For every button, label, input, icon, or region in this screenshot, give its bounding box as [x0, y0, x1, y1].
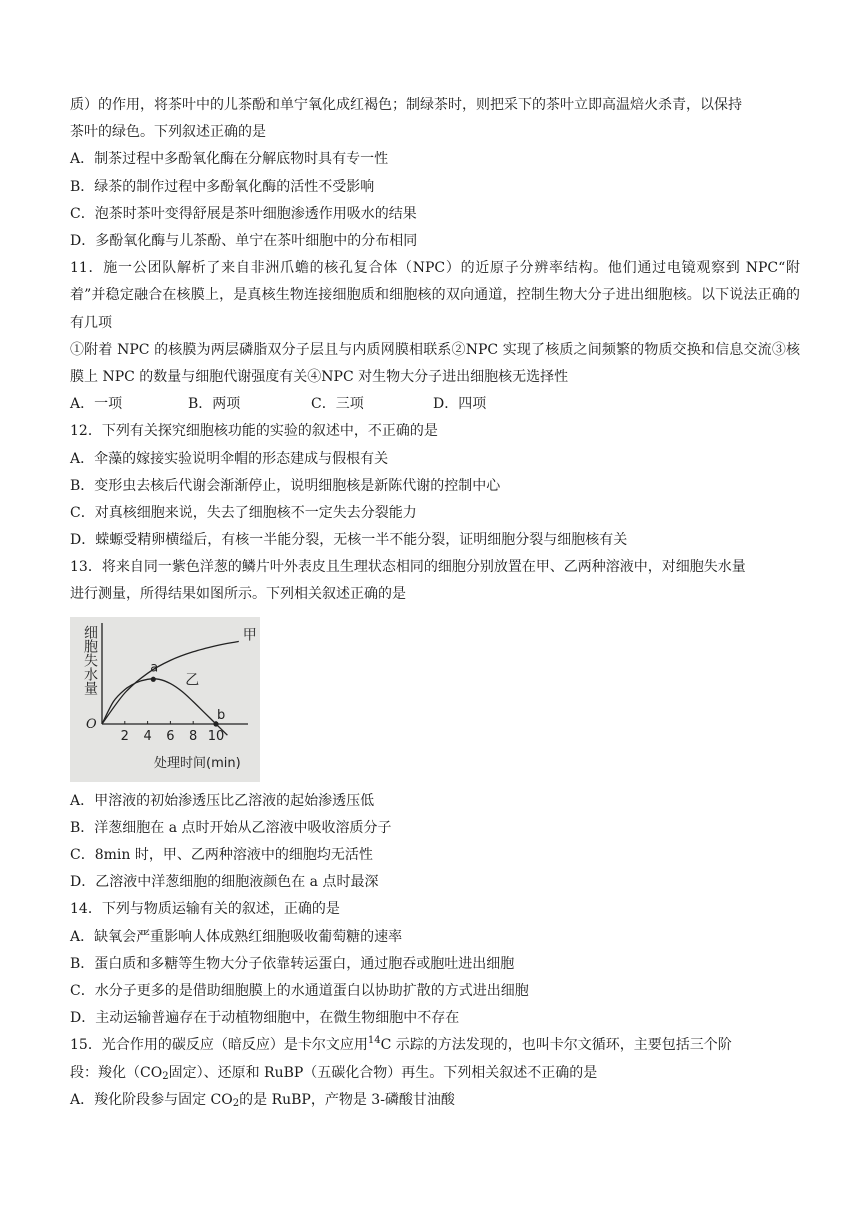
q13-stem-line1: 13．将来自同一紫色洋葱的鳞片叶外表皮且生理状态相同的细胞分别放置在甲、乙两种溶液中，对细胞失水量	[70, 559, 746, 576]
q13-option-b: B．洋葱细胞在 a 点时开始从乙溶液中吸收溶质分子	[70, 819, 392, 836]
q14-stem: 14．下列与物质运输有关的叙述，正确的是	[70, 901, 340, 918]
chart-series	[102, 627, 257, 735]
series-line-yi	[102, 678, 227, 734]
chart-axes	[102, 623, 248, 724]
point-label-b: b	[217, 707, 226, 723]
q11-option-b: B．两项	[188, 396, 241, 413]
q12-stem: 12．下列有关探究细胞核功能的实验的叙述中，不正确的是	[70, 423, 438, 440]
q15-option-a-subscript: 2	[232, 1097, 240, 1109]
q15-isotope-mass: 14	[367, 1035, 381, 1047]
q12-option-d: D．蝾螈受精卵横缢后，有核一半能分裂，无核一半不能分裂，证明细胞分裂与细胞核有关	[70, 532, 628, 549]
q15-stem-line1	[70, 1032, 800, 1059]
x-axis-label: 处理时间(min)	[154, 755, 241, 771]
x-tick-label: 8	[189, 728, 198, 744]
q15-option-a-part2: 的是 RuBP，产物是 3-磷酸甘油酸	[239, 1091, 455, 1108]
q10-stem-line2: 茶叶的绿色。下列叙述正确的是	[70, 124, 266, 141]
q14-option-c: C．水分子更多的是借助细胞膜上的水通道蛋白以协助扩散的方式进出细胞	[70, 982, 529, 999]
q11-statements: ①附着 NPC 的核膜为两层磷脂双分子层且与内质网膜相联系②NPC 实现了核质之间频繁的物质交换和信息交流③核膜上 NPC 的数量与细胞代谢强度有关④NPC 对生物大分子进出细胞核无选择性	[70, 341, 800, 385]
q11-options	[70, 391, 800, 418]
chart-svg	[70, 617, 260, 782]
q10-option-d: D．多酚氧化酶与儿茶酚、单宁在茶叶细胞中的分布相同	[70, 232, 418, 249]
q12-option-b: B．变形虫去核后代谢会渐渐停止，说明细胞核是新陈代谢的控制中心	[70, 477, 501, 494]
q10-option-a: A．制茶过程中多酚氧化酶在分解底物时具有专一性	[70, 151, 389, 168]
q13-option-a: A．甲溶液的初始渗透压比乙溶液的起始渗透压低	[70, 792, 375, 809]
q12-option-a: A．伞藻的嫁接实验说明伞帽的形态建成与假根有关	[70, 450, 389, 467]
x-tick-label: 6	[166, 728, 175, 744]
q13-option-c: C．8min 时，甲、乙两种溶液中的细胞均无活性	[70, 847, 373, 864]
q14-option-d: D．主动运输普遍存在于动植物细胞中，在微生物细胞中不存在	[70, 1010, 460, 1027]
q15-stem-line2	[70, 1060, 800, 1087]
x-tick-label: 4	[143, 728, 152, 744]
q15-line2-part2: 固定）、还原和 RuBP（五碳化合物）再生。下列相关叙述不正确的是	[168, 1064, 598, 1081]
series-label-jia: 甲	[242, 627, 257, 644]
q12-option-c: C．对真核细胞来说，失去了细胞核不一定失去分裂能力	[70, 504, 417, 521]
q15-option-a	[70, 1087, 800, 1114]
exam-page	[70, 92, 800, 1114]
q11-option-a: A．一项	[70, 396, 123, 413]
q10-option-c: C．泡茶时茶叶变得舒展是茶叶细胞渗透作用吸水的结果	[70, 205, 417, 222]
series-label-yi: 乙	[185, 672, 200, 689]
q14-option-a: A．缺氧会严重影响人体成熟红细胞吸收葡萄糖的速率	[70, 928, 403, 945]
q14-option-b: B．蛋白质和多糖等生物大分子依靠转运蛋白，通过胞吞或胞吐进出细胞	[70, 955, 515, 972]
point-a	[151, 676, 156, 681]
q15-line2-part1: 段：羧化（CO	[70, 1064, 163, 1081]
q13-option-d: D．乙溶液中洋葱细胞的细胞液颜色在 a 点时最深	[70, 874, 379, 891]
y-axis-label: 细胞失水量	[82, 624, 98, 695]
q15-option-a-part1: A．羧化阶段参与固定 CO	[70, 1091, 233, 1108]
x-tick-label: 2	[120, 728, 129, 744]
q11-option-d: D．四项	[433, 396, 487, 413]
water-loss-chart	[70, 617, 260, 782]
q11-option-c: C．三项	[311, 396, 364, 413]
q10-stem-line1: 质）的作用，将茶叶中的儿茶酚和单宁氧化成红褐色；制绿茶时，则把采下的茶叶立即高温焙火杀青，以保持	[70, 97, 742, 113]
point-label-a: a	[150, 659, 159, 675]
q11-stem: 11．施一公团队解析了来自非洲爪蟾的核孔复合体（NPC）的近原子分辨率结构。他们通过电镜观察到 NPC“附着”并稳定融合在核膜上，是真核生物连接细胞质和细胞核的双向通道，控制生物大分子进出细胞核。以下说法正确的有几项	[70, 260, 800, 331]
q15-line2-subscript: 2	[162, 1070, 169, 1082]
q15-line1-part2: C 示踪的方法发现的，也叫卡尔文循环，主要包括三个阶	[380, 1037, 732, 1054]
origin-label: O	[86, 716, 97, 732]
q15-line1-part1: 15．光合作用的碳反应（暗反应）是卡尔文应用	[70, 1037, 368, 1054]
x-tick-label: 10	[207, 728, 225, 744]
chart-labels	[82, 625, 241, 771]
q13-stem-line2: 进行测量，所得结果如图所示。下列相关叙述正确的是	[70, 586, 406, 603]
q10-option-b: B．绿茶的制作过程中多酚氧化酶的活性不受影响	[70, 178, 375, 195]
